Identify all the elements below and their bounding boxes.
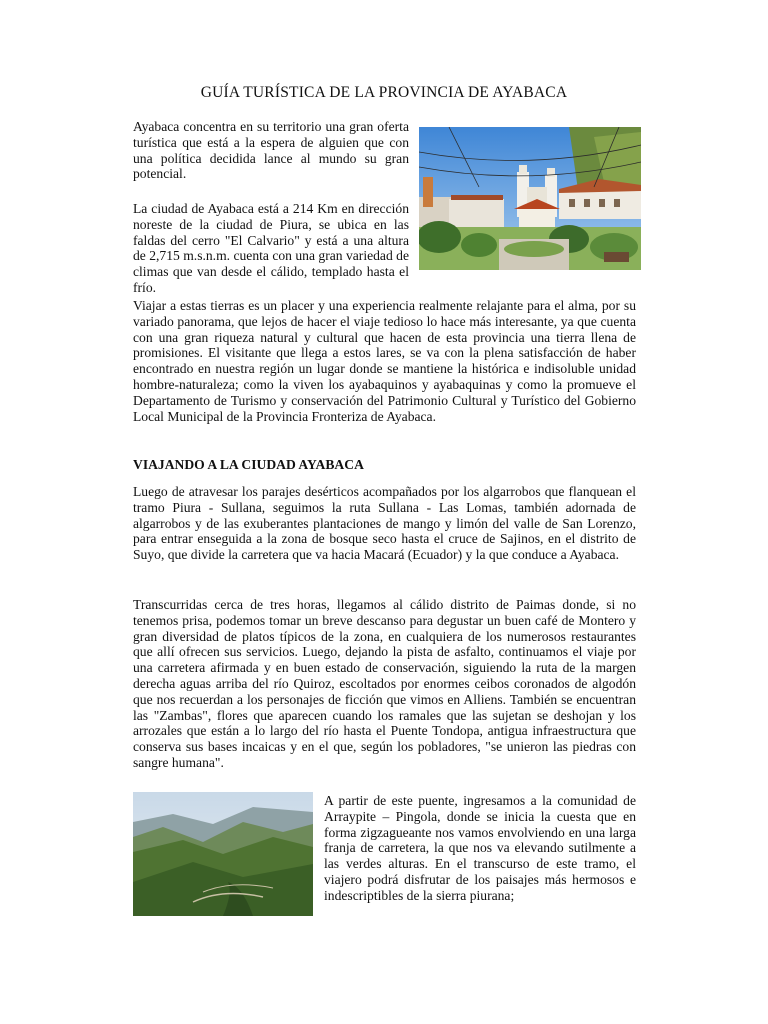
mountain-landscape-photo [133, 792, 313, 916]
landscape-illustration [133, 792, 313, 916]
intro-paragraph-2: La ciudad de Ayabaca está a 214 Km en dirección noreste de la ciudad de Piura, se ubica en las faldas del cerro "El Calvario" y está a una altura de 2,715 m.s.n.m. cuenta con una gran variedad de climas que van desde el cálido, templado hasta el frío. [133, 201, 409, 295]
document-title: GUÍA TURÍSTICA DE LA PROVINCIA DE AYABACA [200, 84, 568, 101]
section-heading: VIAJANDO A LA CIUDAD AYABACA [133, 457, 364, 472]
section-paragraph-1: Luego de atravesar los parajes desérticos acompañados por los algarrobos que flanquean el tramo Piura - Sullana, seguimos la ruta Sullana - Las Lomas, también adornada de algarrobos y de las exuberantes plantaciones de mango y limón del valle de San Lorenzo, para entrar enseguida a la zona de bosque seco hasta el cruce de Sajinos, en el distrito de Suyo, que divide la carretera que va hacia Macará (Ecuador) y la que conduce a Ayabaca. [133, 484, 636, 563]
intro-paragraph-3: Viajar a estas tierras es un placer y una experiencia realmente relajante para el alma, por su variado panorama, que lejos de hacer el viaje tedioso lo hace más interesante, ya que cuenta con una gran riqueza natural y cultural que hacen de esta provincia una tierra llena de promisiones. El visitante que llega a estos lares, se va con la plena satisfacción de haber encontrado en nuestra región un lugar donde se mantiene la histórica e indisoluble unidad hombre-naturaleza; como la viven los ayabaquinos y ayabaquinas y como la promueve el Departamento de Turismo y conservación del Patrimonio Cultural y Turístico del Gobierno Local Municipal de la Provincia Fronteriza de Ayabaca. [133, 298, 636, 424]
ayabaca-plaza-photo [419, 127, 641, 270]
plaza-illustration [419, 127, 641, 270]
section-paragraph-2: Transcurridas cerca de tres horas, llegamos al cálido distrito de Paimas donde, si no tenemos prisa, podemos tomar un breve descanso para degustar un buen café de Montero y gran diversidad de platos típicos de la zona, en cualquiera de los numerosos restaurantes que allí ofrecen sus servicios. Luego, dejando la pista de asfalto, continuamos el viaje por una carretera afirmada y en buen estado de conservación, siguiendo la ruta de la margen derecha aguas arriba del río Quiroz, escoltados por enormes ceibos coronados de algodón que nos recuerdan a los personajes de ficción que vimos en Alliens. También se encuentran las "Zambas", flores que aparecen cuando los ramales que las sujetan se deshojan y los arrozales que están a lo largo del río hasta el Puente Tondopa, antigua infraestructura que conserva sus bases incaicas y en el que, según los pobladores, "se unieron las piedras con sangre humana". [133, 597, 636, 770]
intro-paragraph-1: Ayabaca concentra en su territorio una gran oferta turística que está a la espera de alguien que con una política decidida lance al mundo su gran potencial. [133, 119, 409, 182]
section-paragraph-3: A partir de este puente, ingresamos a la comunidad de Arraypite – Pingola, donde se inicia la cuesta que en forma zigzagueante nos vamos envolviendo en una larga franja de carretera, la que nos va elevando sutilmente a las verdes alturas. En el transcurso de este tramo, el viajero podrá disfrutar de los paisajes más hermosos e indescriptibles de la sierra piurana; [324, 793, 636, 903]
